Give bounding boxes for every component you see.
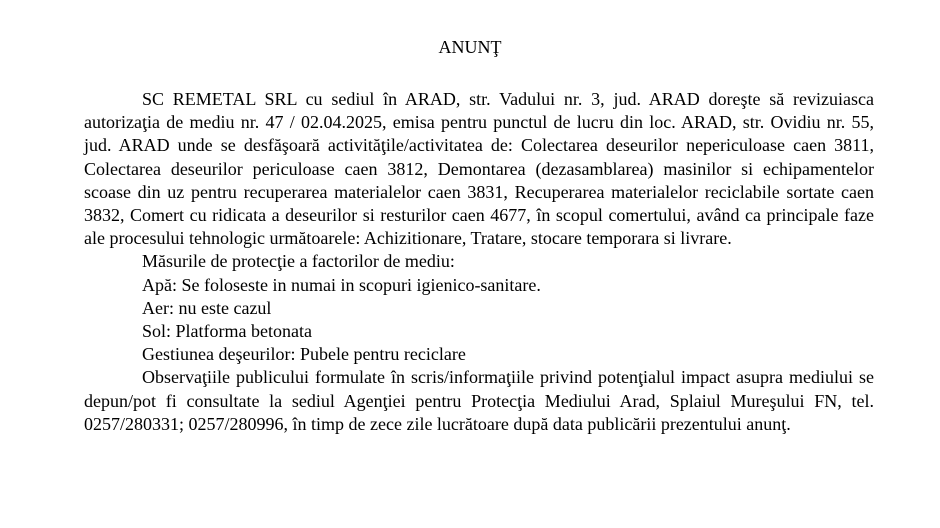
- measure-waste: Gestiunea deşeurilor: Pubele pentru reciclare: [142, 344, 466, 365]
- page-title: ANUNŢ: [438, 37, 502, 57]
- measures-heading: Măsurile de protecţie a factorilor de mediu:: [142, 251, 455, 272]
- measure-air: Aer: nu este cazul: [142, 297, 272, 318]
- closing-paragraph: Observaţiile publicului formulate în scris/informaţiile privind potenţialul impact asupra mediului se depun/pot fi consultate la sediul Agenţiei pentru Protecţia Mediului Arad, Splaiul Mureşului FN, tel. 0257/280331; 0257/280996, în timp de zece zile lucrătoare după data publicării prezentului anunţ.: [84, 367, 874, 434]
- measure-water: Apă: Se foloseste in numai in scopuri igienico-sanitare.: [142, 274, 541, 295]
- measure-soil: Sol: Platforma betonata: [142, 321, 312, 342]
- intro-paragraph: SC REMETAL SRL cu sediul în ARAD, str. Vadului nr. 3, jud. ARAD doreşte să revizuiasca autorizaţia de mediu nr. 47 / 02.04.2025, emisa pentru punctul de lucru din loc. ARAD, str. Ovidiu nr. 55, jud. ARAD unde se desfăşoară activităţile/activitatea de: Colectarea deseurilor nepericuloase caen 3811, Colectarea deseurilor periculoase caen 3812, Demontarea (dezasamblarea) masinilor si echipamentelor scoase din uz pentru recuperarea materialelor caen 3831, Recuperarea materialelor reciclabile sortate caen 3832, Comert cu ridicata a deseurilor si resturilor caen 4677, în scopul comertului, având ca principale faze ale procesului tehnologic următoarele: Achizitionare, Tratare, stocare temporara si livrare.: [84, 89, 874, 249]
- announcement-body: [84, 88, 874, 436]
